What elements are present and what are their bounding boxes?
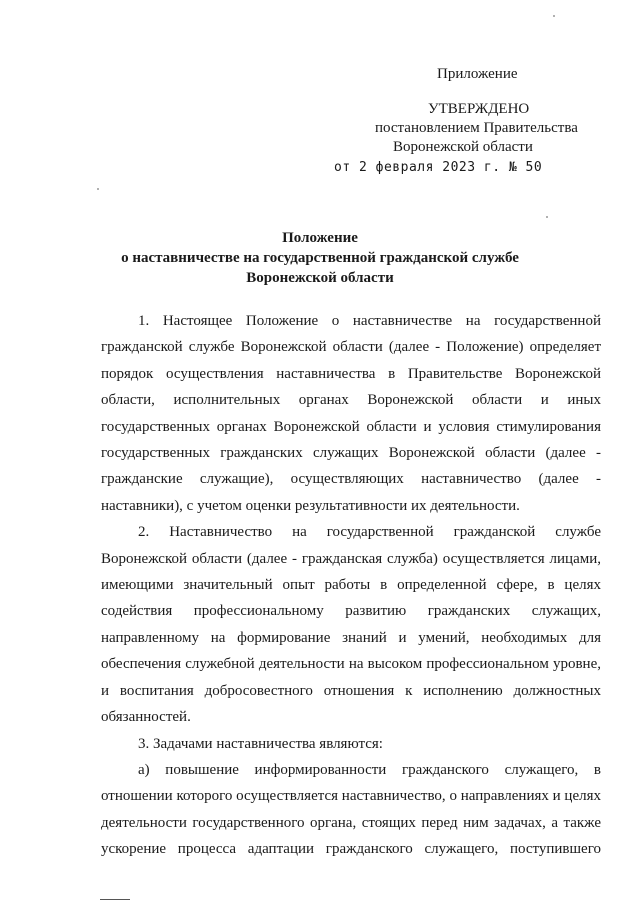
decree-line-2: Воронежской области xyxy=(393,139,533,155)
scan-speck xyxy=(553,15,555,17)
decree-line-1: постановлением Правительства xyxy=(375,120,578,136)
footnote-rule xyxy=(100,899,130,900)
paragraph-3a: а) повышение информированности гражданского служащего, в отношении которого осуществляется наставничество, о направлениях и целях деятельности государственного органа, стоящих перед ним задачах, а также ускорение процесса адаптации гражданского служащего, поступившего xyxy=(101,761,601,858)
title-line-3: Воронежской области xyxy=(246,270,394,286)
document-title xyxy=(0,228,640,288)
scan-speck xyxy=(97,188,99,190)
appendix-label: Приложение xyxy=(437,66,518,82)
title-line-1: Положение xyxy=(282,230,358,246)
paragraph-2: 2. Наставничество на государственной гражданской службе Воронежской области (далее - гражданская служба) осуществляется лицами, имеющими значительный опыт работы в определенной сфере, в целях содействия профессиональному развитию гражданских служащих, направленному на формирование знаний и умений, необходимых для обеспечения служебной деятельности на высоком профессиональном уровне, и воспитания добросовестного отношения к исполнению должностных обязанностей. xyxy=(101,524,601,726)
decree-date-number: от 2 февраля 2023 г. № 50 xyxy=(334,160,543,175)
scan-speck xyxy=(546,216,548,218)
paragraph-3: 3. Задачами наставничества являются: xyxy=(138,735,383,752)
title-line-2: о наставничестве на государственной гражданской службе xyxy=(121,250,519,266)
document-body xyxy=(101,308,601,863)
approved-label: УТВЕРЖДЕНО xyxy=(428,101,530,117)
appendix-block xyxy=(0,0,640,200)
paragraph-1: 1. Настоящее Положение о наставничестве на государственной гражданской службе Воронежской области (далее - Положение) определяет порядок осуществления наставничества в Правительстве Воронежской области, исполнительных органах Воронежской области и иных государственных органах Воронежской области и условия стимулирования государственных гражданских служащих Воронежской области (далее - гражданские служащие), осуществляющих наставничество (далее - наставники), с учетом оценки результативности их деятельности. xyxy=(101,313,601,514)
